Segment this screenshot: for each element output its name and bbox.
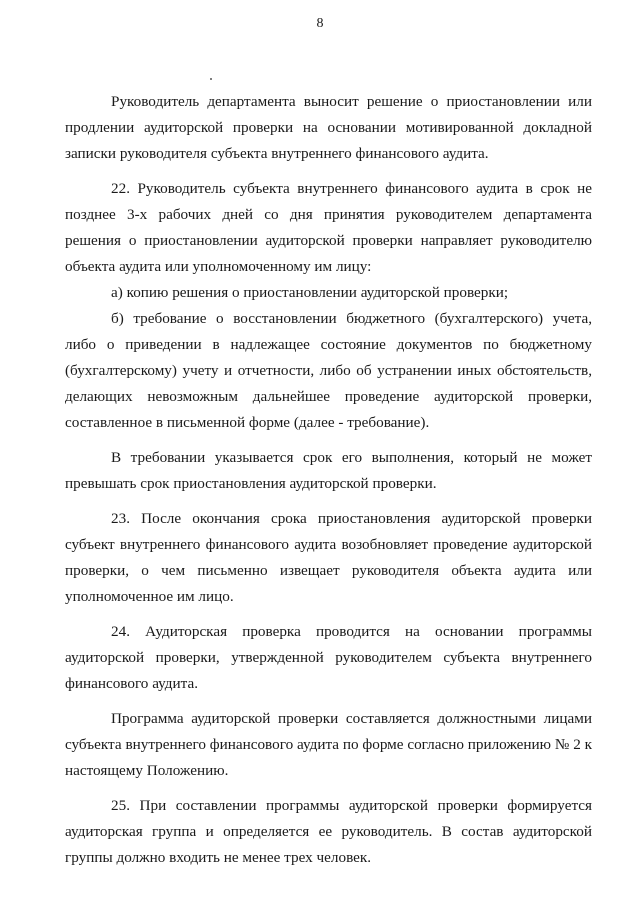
document-body [65,89,592,871]
paragraph-audit-program: Программа аудиторской проверки составляется должностными лицами субъекта внутреннего финансового аудита по форме согласно приложению № 2 к настоящему Положению. [65,710,592,779]
scan-speck [210,78,212,80]
paragraph-23: 23. После окончания срока приостановления аудиторской проверки субъект внутреннего финансового аудита возобновляет проведение аудиторской проверки, о чем письменно извещает руководителя объекта аудита или уполномоченное им лицо. [65,510,592,605]
paragraph-25: 25. При составлении программы аудиторской проверки формируется аудиторская группа и определяется ее руководитель. В состав аудиторской группы должно входить не менее трех человек. [65,797,592,866]
paragraph-decision: Руководитель департамента выносит решение о приостановлении или продлении аудиторской проверки на основании мотивированной докладной записки руководителя субъекта внутреннего финансового аудита. [65,93,592,162]
paragraph-22-a: а) копию решения о приостановлении аудиторской проверки; [111,284,509,301]
page-number: 8 [316,16,324,31]
paragraph-requirement-term: В требовании указывается срок его выполнения, который не может превышать срок приостановления аудиторской проверки. [65,449,592,492]
paragraph-22-b: б) требование о восстановлении бюджетного (бухгалтерского) учета, либо о приведении в надлежащее состояние документов по бюджетному (бухгалтерскому) учету и отчетности, либо об устранении иных обстоятельств, делающих невозможным дальнейшее проведение аудиторской проверки, составленное в письменной форме (далее - требование). [65,310,592,431]
paragraph-22: 22. Руководитель субъекта внутреннего финансового аудита в срок не позднее 3-х рабочих дней со дня принятия руководителем департамента решения о приостановлении аудиторской проверки направляет руководителю объекта аудита или уполномоченному им лицу: [65,180,592,275]
paragraph-24: 24. Аудиторская проверка проводится на основании программы аудиторской проверки, утвержденной руководителем субъекта внутреннего финансового аудита. [65,623,592,692]
